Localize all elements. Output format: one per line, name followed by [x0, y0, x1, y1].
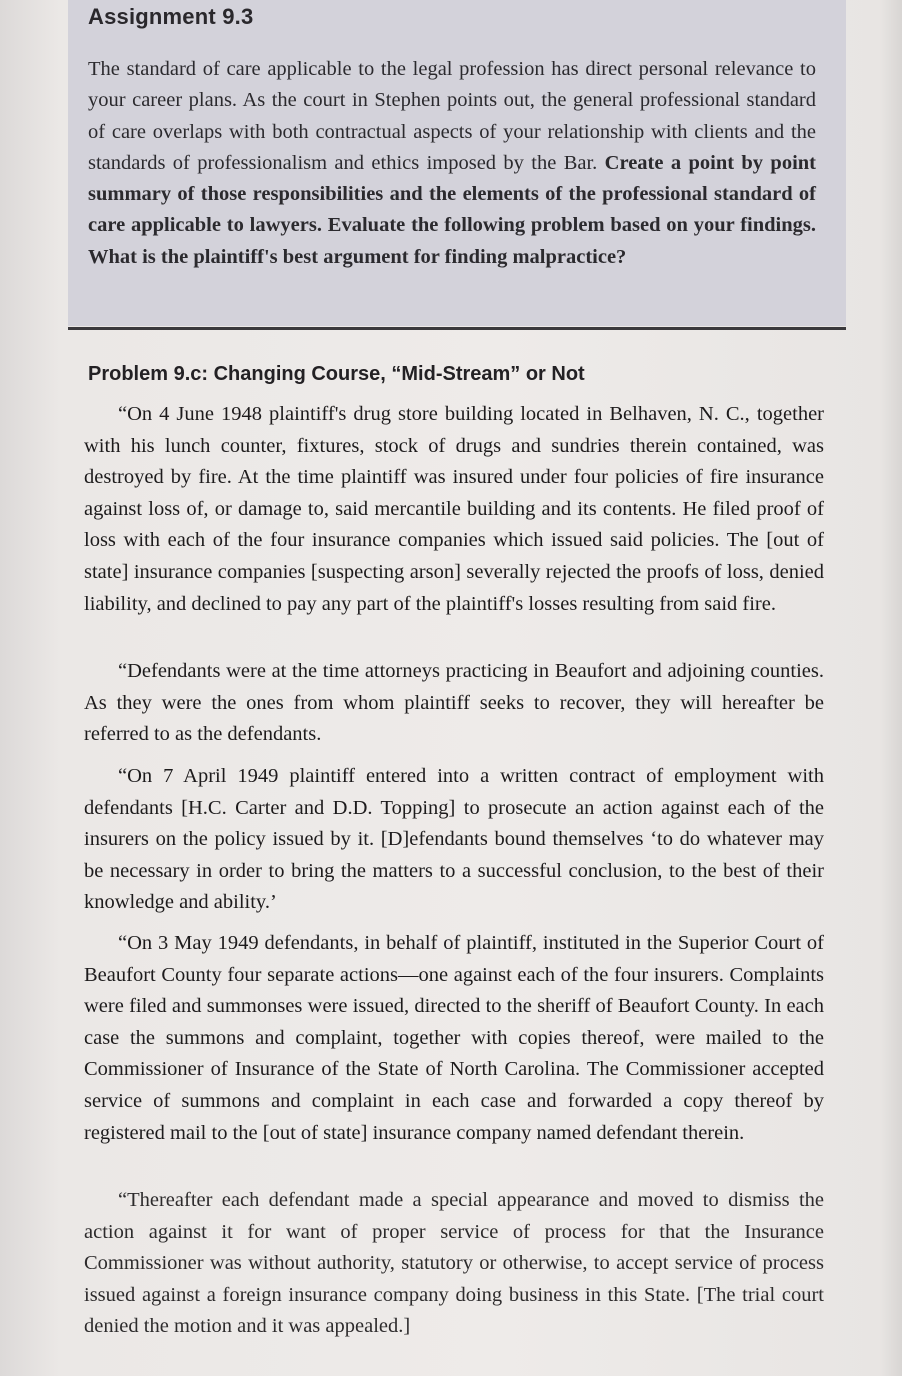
problem-paragraph-1: “On 4 June 1948 plaintiff's drug store building located in Belhaven, N. C., together with his lunch counter, fixtures, stock of drugs and sundries therein contained, was destroyed by fire. At the time plaintiff was insured under four policies of fire insurance against loss of, or damage to, said mercantile building and its contents. He filed proof of loss with each of the four insurance companies which issued said policies. The [out of state] insurance companies [suspecting arson] severally rejected the proofs of loss, denied liability, and declined to pay any part of the plaintiff's losses resulting from said fire.: [84, 403, 824, 615]
assignment-body: [88, 54, 816, 273]
problem-paragraph-2: “Defendants were at the time attorneys practicing in Beaufort and adjoining counties. As they were the ones from whom plaintiff seeks to recover, they will hereafter be referred to as the defendants.: [84, 660, 824, 746]
problem-paragraph-3: “On 7 April 1949 plaintiff entered into a written contract of employment with defendants [H.C. Carter and D.D. Topping] to prosecute an action against each of the insurers on the policy issued by it. [D]efendants bound themselves ‘to do whatever may be necessary in order to bring the matters to a successful conclusion, to the best of their knowledge and ability.’: [84, 765, 824, 914]
section-divider: [68, 327, 846, 330]
assignment-title: Assignment 9.3: [88, 4, 254, 29]
problem-title: Problem 9.c: Changing Course, “Mid-Stream” or Not: [88, 363, 585, 385]
problem-paragraph-5: “Thereafter each defendant made a special appearance and moved to dismiss the action against it for want of proper service of process for that the Insurance Commissioner was without authority, statutory or otherwise, to accept service of process issued against a foreign insurance company doing business in this State. [The trial court denied the motion and it was appealed.]: [84, 1189, 824, 1338]
assignment-text-normal: The standard of care applicable to the legal profession has direct personal relevance to your career plans. As the court in Stephen points out, the general professional standard of care overlaps with both contractual aspects of your relationship with clients and the standards of professionalism and ethics imposed by the Bar.: [88, 58, 816, 174]
assignment-text-bold: Create a point by point summary of those responsibilities and the elements of the professional standard of care applicable to lawyers. Evaluate the following problem based on your findings. What is the plaintiff's best argument for finding malpractice?: [88, 151, 817, 268]
problem-paragraph-4: “On 3 May 1949 defendants, in behalf of plaintiff, instituted in the Superior Court of Beaufort County four separate actions—one against each of the four insurers. Complaints were filed and summonses were issued, directed to the sheriff of Beaufort County. In each case the summons and complaint, together with copies thereof, were mailed to the Commissioner of Insurance of the State of North Carolina. The Commissioner accepted service of summons and complaint in each case and forwarded a copy thereof by registered mail to the [out of state] insurance company named defendant therein.: [84, 932, 824, 1144]
